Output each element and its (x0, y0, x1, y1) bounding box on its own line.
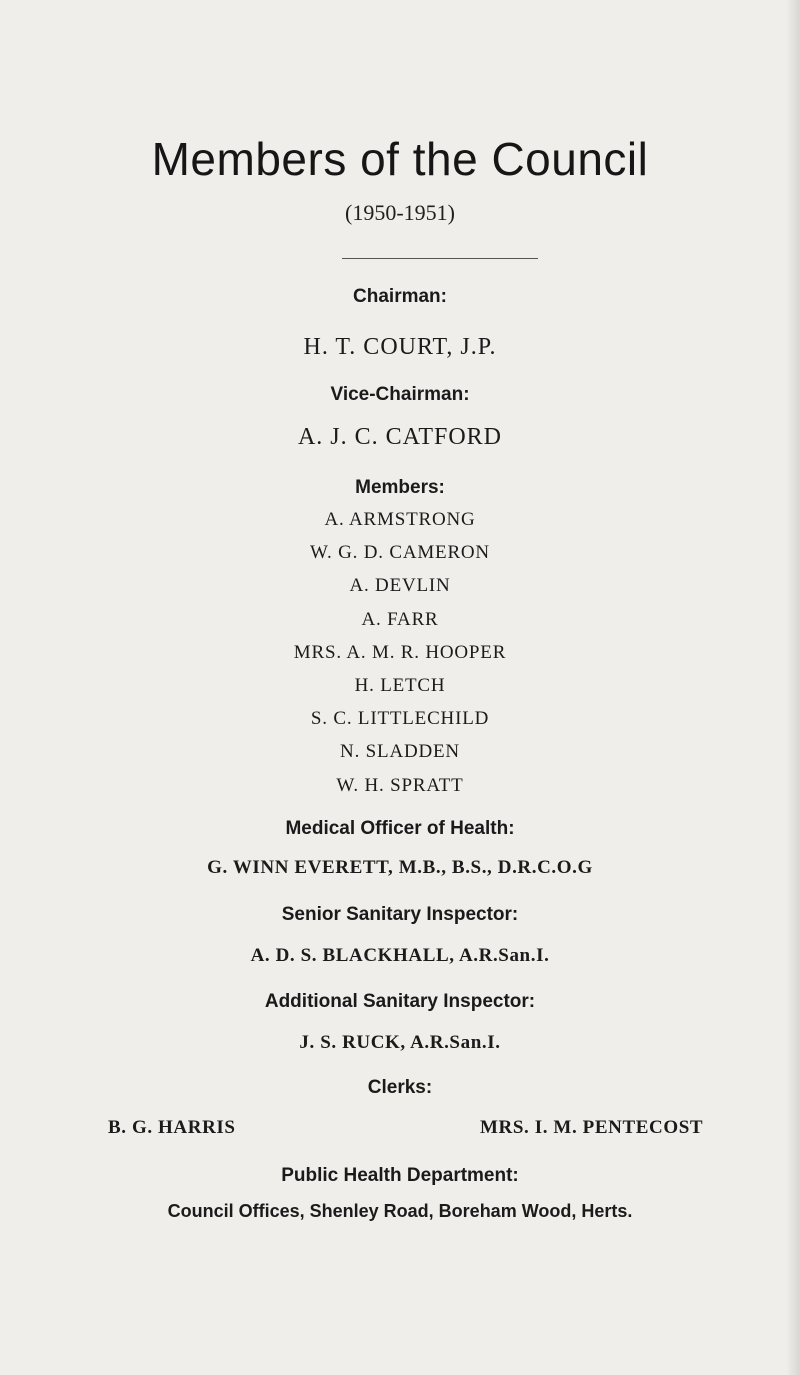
list-item: N. SLADDEN (340, 741, 460, 763)
medical-officer-name: G. WINN EVERETT, M.B., B.S., D.R.C.O.G (207, 857, 593, 878)
clerks-heading: Clerks: (367, 1077, 433, 1098)
list-item: A. FARR (361, 608, 439, 630)
senior-inspector-heading: Senior Sanitary Inspector: (281, 904, 519, 925)
members-list (0, 508, 800, 807)
department-heading: Public Health Department: (281, 1165, 519, 1186)
department-address: Council Offices, Shenley Road, Boreham Wood, Herts. (167, 1201, 633, 1221)
list-item: W. H. SPRATT (336, 774, 464, 796)
list-item: A. DEVLIN (349, 575, 451, 597)
list-item: A. ARMSTRONG (324, 509, 476, 530)
period-subtitle: (1950-1951) (345, 200, 455, 225)
additional-inspector-heading: Additional Sanitary Inspector: (264, 991, 536, 1012)
vice-chairman-heading: Vice-Chairman: (330, 384, 470, 405)
list-item: S. C. LITTLECHILD (310, 708, 490, 730)
list-item: H. LETCH (354, 674, 446, 696)
medical-officer-heading: Medical Officer of Health: (285, 818, 515, 839)
additional-inspector-name: J. S. RUCK, A.R.San.I. (299, 1032, 501, 1053)
chairman-heading: Chairman: (353, 286, 447, 307)
vice-chairman-name: A. J. C. CATFORD (297, 424, 503, 450)
chairman-name: H. T. COURT, J.P. (303, 334, 497, 360)
senior-inspector-name: A. D. S. BLACKHALL, A.R.San.I. (250, 945, 550, 966)
clerk-name-right: MRS. I. M. PENTECOST (480, 1117, 704, 1138)
list-item: MRS. A. M. R. HOOPER (293, 641, 507, 663)
list-item: W. G. D. CAMERON (310, 542, 490, 564)
page-title: Members of the Council (151, 133, 649, 185)
members-heading: Members: (355, 477, 445, 498)
divider-rule (342, 258, 538, 259)
clerk-name-left: B. G. HARRIS (108, 1117, 236, 1138)
